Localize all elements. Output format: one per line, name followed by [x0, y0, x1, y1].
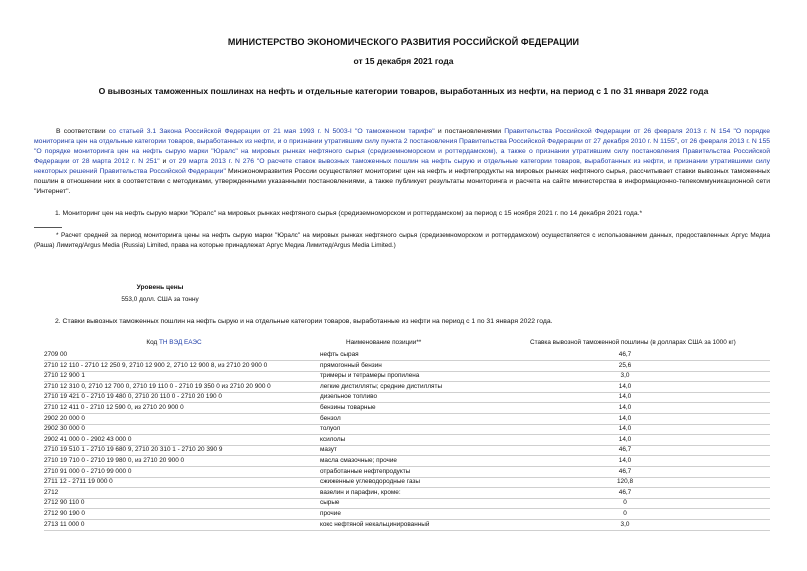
- table-row: [0, 382, 807, 393]
- cell-code: 2712 90 110 0: [44, 499, 85, 507]
- table-row: [0, 392, 807, 403]
- link-customs-tariff-law[interactable]: со статьей 3.1 Закона Российской Федерации от 21 мая 1993 г. N 5003-I "О таможенном тарифе": [108, 128, 435, 135]
- cell-rate: 46,7: [618, 467, 632, 475]
- cell-code: 2710 19 421 0 - 2710 19 480 0, 2710 20 110 0 - 2710 20 190 0: [44, 393, 222, 401]
- cell-rate: 14,0: [618, 404, 632, 411]
- table-row: [0, 509, 807, 520]
- cell-name: прочие: [320, 510, 341, 517]
- cell-rate: 3,0: [620, 520, 630, 528]
- cell-code: 2902 41 000 0 - 2902 43 000 0: [44, 435, 132, 443]
- footnote-separator: [34, 227, 62, 228]
- link-resolution-155[interactable]: от 26 февраля 2013 г. N 155 "О порядке мониторинга цен на нефть сырую марки "Юралс" на мировых рынках нефтяного сырья (средиземноморском и роттердамском), а также о признании утратившим силу постановления Правительства Российской Федерации от 28 марта 2012 г. N 251": [34, 138, 771, 165]
- table-row: [0, 498, 807, 509]
- document-title: О вывозных таможенных пошлинах на нефть и отдельные категории товаров, выработанных из нефти, на период с 1 по 31 января 2022 года: [98, 86, 709, 96]
- cell-rate: 14,0: [618, 414, 632, 422]
- link-resolution-154[interactable]: Правительства Российской Федерации от 26 февраля 2013 г. N 154 "О порядке мониторинга цен на отдельные категории товаров, выработанных из нефти, и о признании утратившим силу пункта 2 постановления Правительства Российской Федерации от 27 декабря 2010 г. N 1155": [34, 128, 770, 145]
- table-row: [0, 414, 807, 425]
- intro-text-5: Минэкономразвития России осуществляет мониторинг цен на нефть и нефтепродукты на мировых рынках нефтяного сырья, рассчитывает ставки вывозных таможенных пошлин в отношении них в соответствии с методиками, утвержденными указанными постановлениями, а также публикует результаты мониторинга и расчета на сайте министерства в информационно-телекоммуникационной сети "Интернет".: [34, 168, 771, 195]
- column-header-rate: Ставка вывозной таможенной пошлины (в долларах США за 1000 кг): [530, 339, 736, 346]
- cell-code: 2710 12 110 - 2710 12 250 9, 2710 12 900 2, 2710 12 900 8, из 2710 20 900 0: [44, 361, 268, 369]
- cell-name: кокс нефтяной некальцинированный: [320, 520, 430, 528]
- intro-paragraph: [34, 127, 770, 197]
- link-resolution-276[interactable]: от 29 марта 2013 г. N 276 "О расчете ставок вывозных таможенных пошлин на нефть сырую и отдельные категории товаров, выработанных из нефти, и признании утратившими силу некоторых решений Правительства Российской Федерации": [34, 158, 771, 175]
- table-row: [0, 477, 807, 488]
- cell-name: тримеры и тетрамеры пропилена: [320, 372, 420, 380]
- cell-name: легкие дистилляты; средние дистилляты: [320, 382, 443, 390]
- column-header-code: [44, 339, 304, 346]
- cell-code: 2712: [44, 488, 59, 496]
- table-row: [0, 403, 807, 414]
- cell-name: дизельное топливо: [320, 393, 378, 401]
- intro-text-1: В соответствии: [56, 128, 109, 135]
- table-row: [0, 424, 807, 435]
- cell-code: 2902 20 000 0: [44, 414, 85, 422]
- table-row: [0, 361, 807, 372]
- cell-rate: 14,0: [618, 393, 632, 401]
- column-header-name: Наименование позиции**: [346, 339, 422, 346]
- cell-code: 2710 12 310 0, 2710 12 700 0, 2710 19 110 0 - 2710 19 350 0 из 2710 20 900 0: [44, 382, 271, 390]
- cell-code: 2710 12 900 1: [44, 372, 85, 380]
- cell-code: 2711 12 - 2711 19 000 0: [44, 478, 113, 486]
- row-divider: [44, 530, 770, 531]
- table-row: [0, 435, 807, 446]
- cell-code: 2710 19 710 0 - 2710 19 980 0, из 2710 20 900 0: [44, 457, 185, 464]
- column-header-code-prefix: Код: [146, 339, 159, 346]
- cell-code: 2709 00: [44, 351, 68, 358]
- footnote: * Расчет средней за период мониторинга цены на нефть сырую марки "Юралс" на мировых рынках нефтяного сырья (средиземноморском и роттердамском) осуществляется с использованием данных, предоставленных Аргус Медиа (Раша) Лимитед/Argus Media (Russia) Limited, права на которые принадлежат Аргус Медиа Лимитед/Argus Media Limited.): [34, 232, 770, 249]
- cell-name: масла смазочные; прочие: [320, 457, 397, 464]
- table-row: [0, 445, 807, 456]
- cell-name: бензины товарные: [320, 404, 376, 411]
- intro-text-3: ,: [677, 138, 681, 145]
- table-row: [0, 467, 807, 478]
- cell-rate: 46,7: [618, 446, 632, 454]
- cell-rate: 14,0: [618, 382, 632, 390]
- cell-name: нефть сырая: [320, 351, 359, 358]
- cell-rate: 3,0: [620, 372, 630, 380]
- intro-text-4: и: [159, 158, 170, 165]
- cell-code: 2710 19 510 1 - 2710 19 680 9, 2710 20 310 1 - 2710 20 390 9: [44, 446, 223, 454]
- cell-rate: 14,0: [618, 425, 632, 433]
- link-tn-ved[interactable]: ТН ВЭД ЕАЭС: [159, 339, 202, 346]
- table-row: [0, 456, 807, 467]
- intro-text-2: и постановлениями: [434, 128, 505, 135]
- cell-code: 2902 30 000 0: [44, 425, 85, 433]
- cell-code: 2713 11 000 0: [44, 520, 85, 528]
- item-2-rates: 2. Ставки вывозных таможенных пошлин на нефть сырую и на отдельные категории товаров, выработанные из нефти на период с 1 по 31 января 2022 года.: [55, 318, 553, 325]
- cell-rate: 46,7: [618, 488, 632, 496]
- cell-code: 2710 12 411 0 - 2710 12 590 0, из 2710 20 900 0: [44, 404, 184, 411]
- table-row: [0, 520, 807, 531]
- cell-name: вазелин и парафин, кроме:: [320, 488, 401, 496]
- cell-name: мазут: [320, 446, 337, 454]
- cell-rate: 0: [623, 499, 627, 507]
- document-date: от 15 декабря 2021 года: [353, 56, 454, 66]
- price-level-value: 553,0 долл. США за тонну: [121, 296, 199, 303]
- cell-rate: 0: [623, 510, 627, 517]
- cell-rate: 46,7: [618, 351, 632, 358]
- ministry-heading: МИНИСТЕРСТВО ЭКОНОМИЧЕСКОГО РАЗВИТИЯ РОССИЙСКОЙ ФЕДЕРАЦИИ: [227, 37, 580, 47]
- cell-name: ксилолы: [320, 435, 346, 443]
- price-level-label: Уровень цены: [136, 284, 184, 291]
- item-1-monitoring: 1. Мониторинг цен на нефть сырую марки "Юралс" на мировых рынках нефтяного сырья (средиземноморском и роттердамском) за период с 15 ноября 2021 г. по 14 декабря 2021 года.*: [55, 210, 643, 217]
- cell-name: толуол: [320, 425, 341, 433]
- cell-rate: 25,6: [618, 361, 632, 369]
- cell-code: 2712 90 190 0: [44, 510, 85, 517]
- cell-rate: 120,8: [617, 478, 633, 486]
- cell-rate: 14,0: [618, 457, 632, 464]
- cell-name: прямогонный бензин: [320, 361, 382, 369]
- cell-name: сырые: [320, 499, 340, 507]
- cell-rate: 14,0: [618, 435, 632, 443]
- cell-name: отработанные нефтепродукты: [320, 467, 411, 475]
- table-row: [0, 371, 807, 382]
- cell-name: сжиженные углеводородные газы: [320, 478, 420, 486]
- table-row: [0, 350, 807, 361]
- table-row: [0, 488, 807, 499]
- cell-name: бензол: [320, 414, 341, 422]
- cell-code: 2710 91 000 0 - 2710 99 000 0: [44, 467, 132, 475]
